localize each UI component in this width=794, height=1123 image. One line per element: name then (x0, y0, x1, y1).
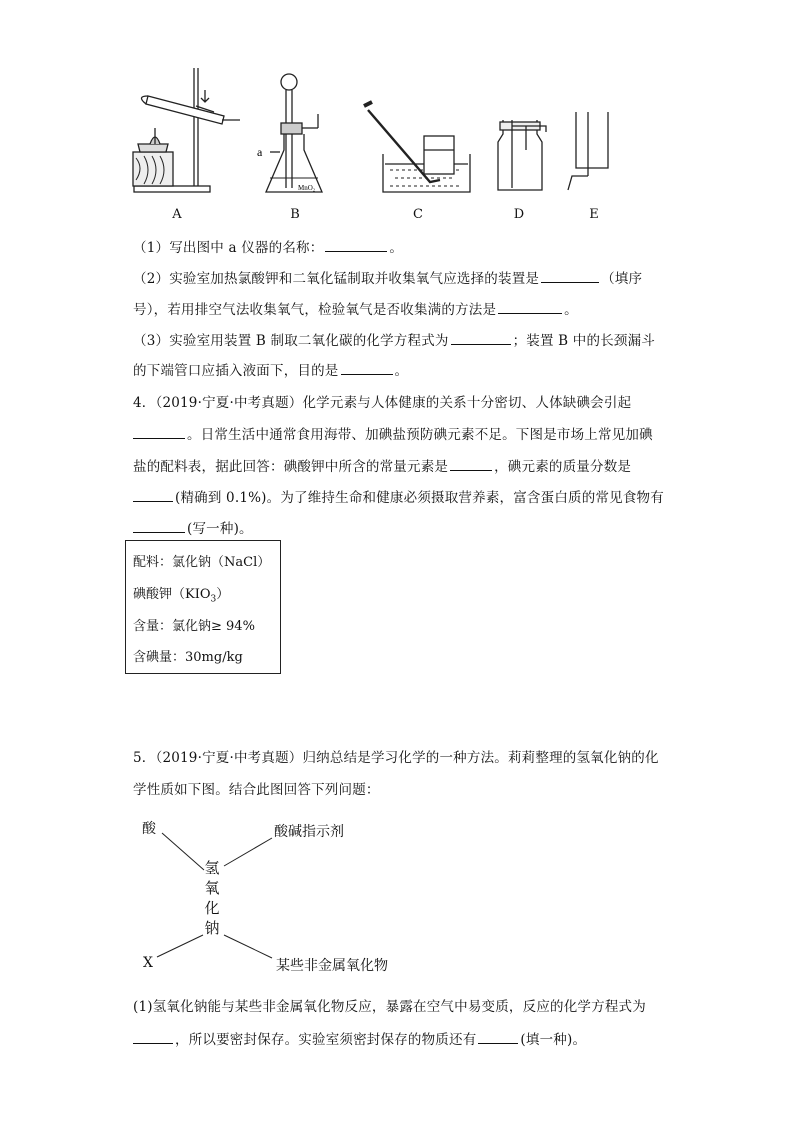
answer-blank[interactable] (478, 1031, 518, 1044)
apparatus-label-c: C (413, 207, 423, 222)
q4-stem-line5: (写一种)。 (133, 517, 253, 537)
answer-blank[interactable] (451, 332, 511, 345)
q4-stem-line3: 盐的配料表，据此回答：碘酸钾中所含的常量元素是 ，碘元素的质量分数是 (133, 459, 632, 475)
q3-sub2-line2: 号），若用排空气法收集氧气，检验氧气是否收集满的方法是 。 (133, 302, 578, 318)
q5-stem-line2: 学性质如下图。结合此图回答下列问题： (133, 782, 380, 798)
apparatus-e (568, 112, 608, 190)
apparatus-c (364, 102, 470, 192)
apparatus-d (498, 120, 546, 190)
q3-sub2-line1: （2）实验室加热氯酸钾和二氧化锰制取并收集氧气应选择的装置是 （填序 (133, 271, 643, 287)
q3-sub1: （1）写出图中 a 仪器的名称： 。 (133, 240, 404, 256)
q5-sub1-line1: (1)氢氧化钠能与某些非金属氧化物反应，暴露在空气中易变质，反应的化学方程式为 (133, 999, 646, 1015)
q5-sub1-line2: ，所以要密封保存。实验室须密封保存的物质还有 (填一种)。 (133, 1028, 586, 1048)
ingredient-row: 配料：氯化钠（NaCl） (133, 555, 271, 570)
q3-sub3-line1: （3）实验室用装置 B 制取二氧化碳的化学方程式为 ；装置 B 中的长颈漏斗 (133, 333, 655, 349)
apparatus-b (266, 74, 322, 192)
diagram-indicator: 酸碱指示剂 (274, 824, 344, 840)
diagram-nonmetal-oxides: 某些非金属氧化物 (276, 958, 388, 974)
apparatus-label-b: B (290, 207, 300, 222)
answer-blank[interactable] (541, 270, 599, 283)
diagram-acid: 酸 (142, 821, 156, 837)
answer-blank[interactable] (133, 426, 185, 439)
q3-sub3-line2: 的下端管口应插入液面下，目的是 。 (133, 363, 409, 379)
answer-blank[interactable] (341, 362, 393, 375)
apparatus-label-e: E (589, 207, 599, 222)
instrument-a-label: a (257, 145, 263, 159)
q5-stem-line1: 5．（2019·宁夏·中考真题）归纳总结是学习化学的一种方法。莉莉整理的氢氧化钠的化 (133, 750, 659, 766)
answer-blank[interactable] (133, 520, 185, 533)
q4-stem-line2: 。日常生活中通常食用海带、加碘盐预防碘元素不足。下图是市场上常见加碘 (133, 423, 653, 443)
salt-ingredient-label (125, 540, 281, 674)
answer-blank[interactable] (450, 458, 492, 471)
flask-content: MnO₂ (298, 184, 316, 192)
q4-stem-line1: 4．（2019·宁夏·中考真题）化学元素与人体健康的关系十分密切、人体缺碘会引起 (133, 395, 632, 411)
apparatus-label-d: D (513, 207, 525, 222)
answer-blank[interactable] (133, 489, 173, 502)
diagram-x: X (143, 955, 153, 971)
q4-stem-line4: (精确到 0.1%)。为了维持生命和健康必须摄取营养素，富含蛋白质的常见食物有 (133, 486, 664, 506)
answer-blank[interactable] (325, 239, 387, 252)
apparatus-a (133, 68, 240, 192)
apparatus-figure (0, 0, 794, 230)
ingredient-row: 含量：氯化钠≥ 94% (133, 619, 255, 634)
ingredient-row: 含碘量：30mg/kg (133, 650, 243, 665)
answer-blank[interactable] (133, 1031, 173, 1044)
answer-blank[interactable] (498, 301, 562, 314)
ingredient-row: 碘酸钾$(KIO_3)$ (133, 587, 230, 605)
diagram-center-naoh: 氢 氧 化 钠 (204, 859, 220, 937)
apparatus-label-a: A (172, 207, 182, 222)
